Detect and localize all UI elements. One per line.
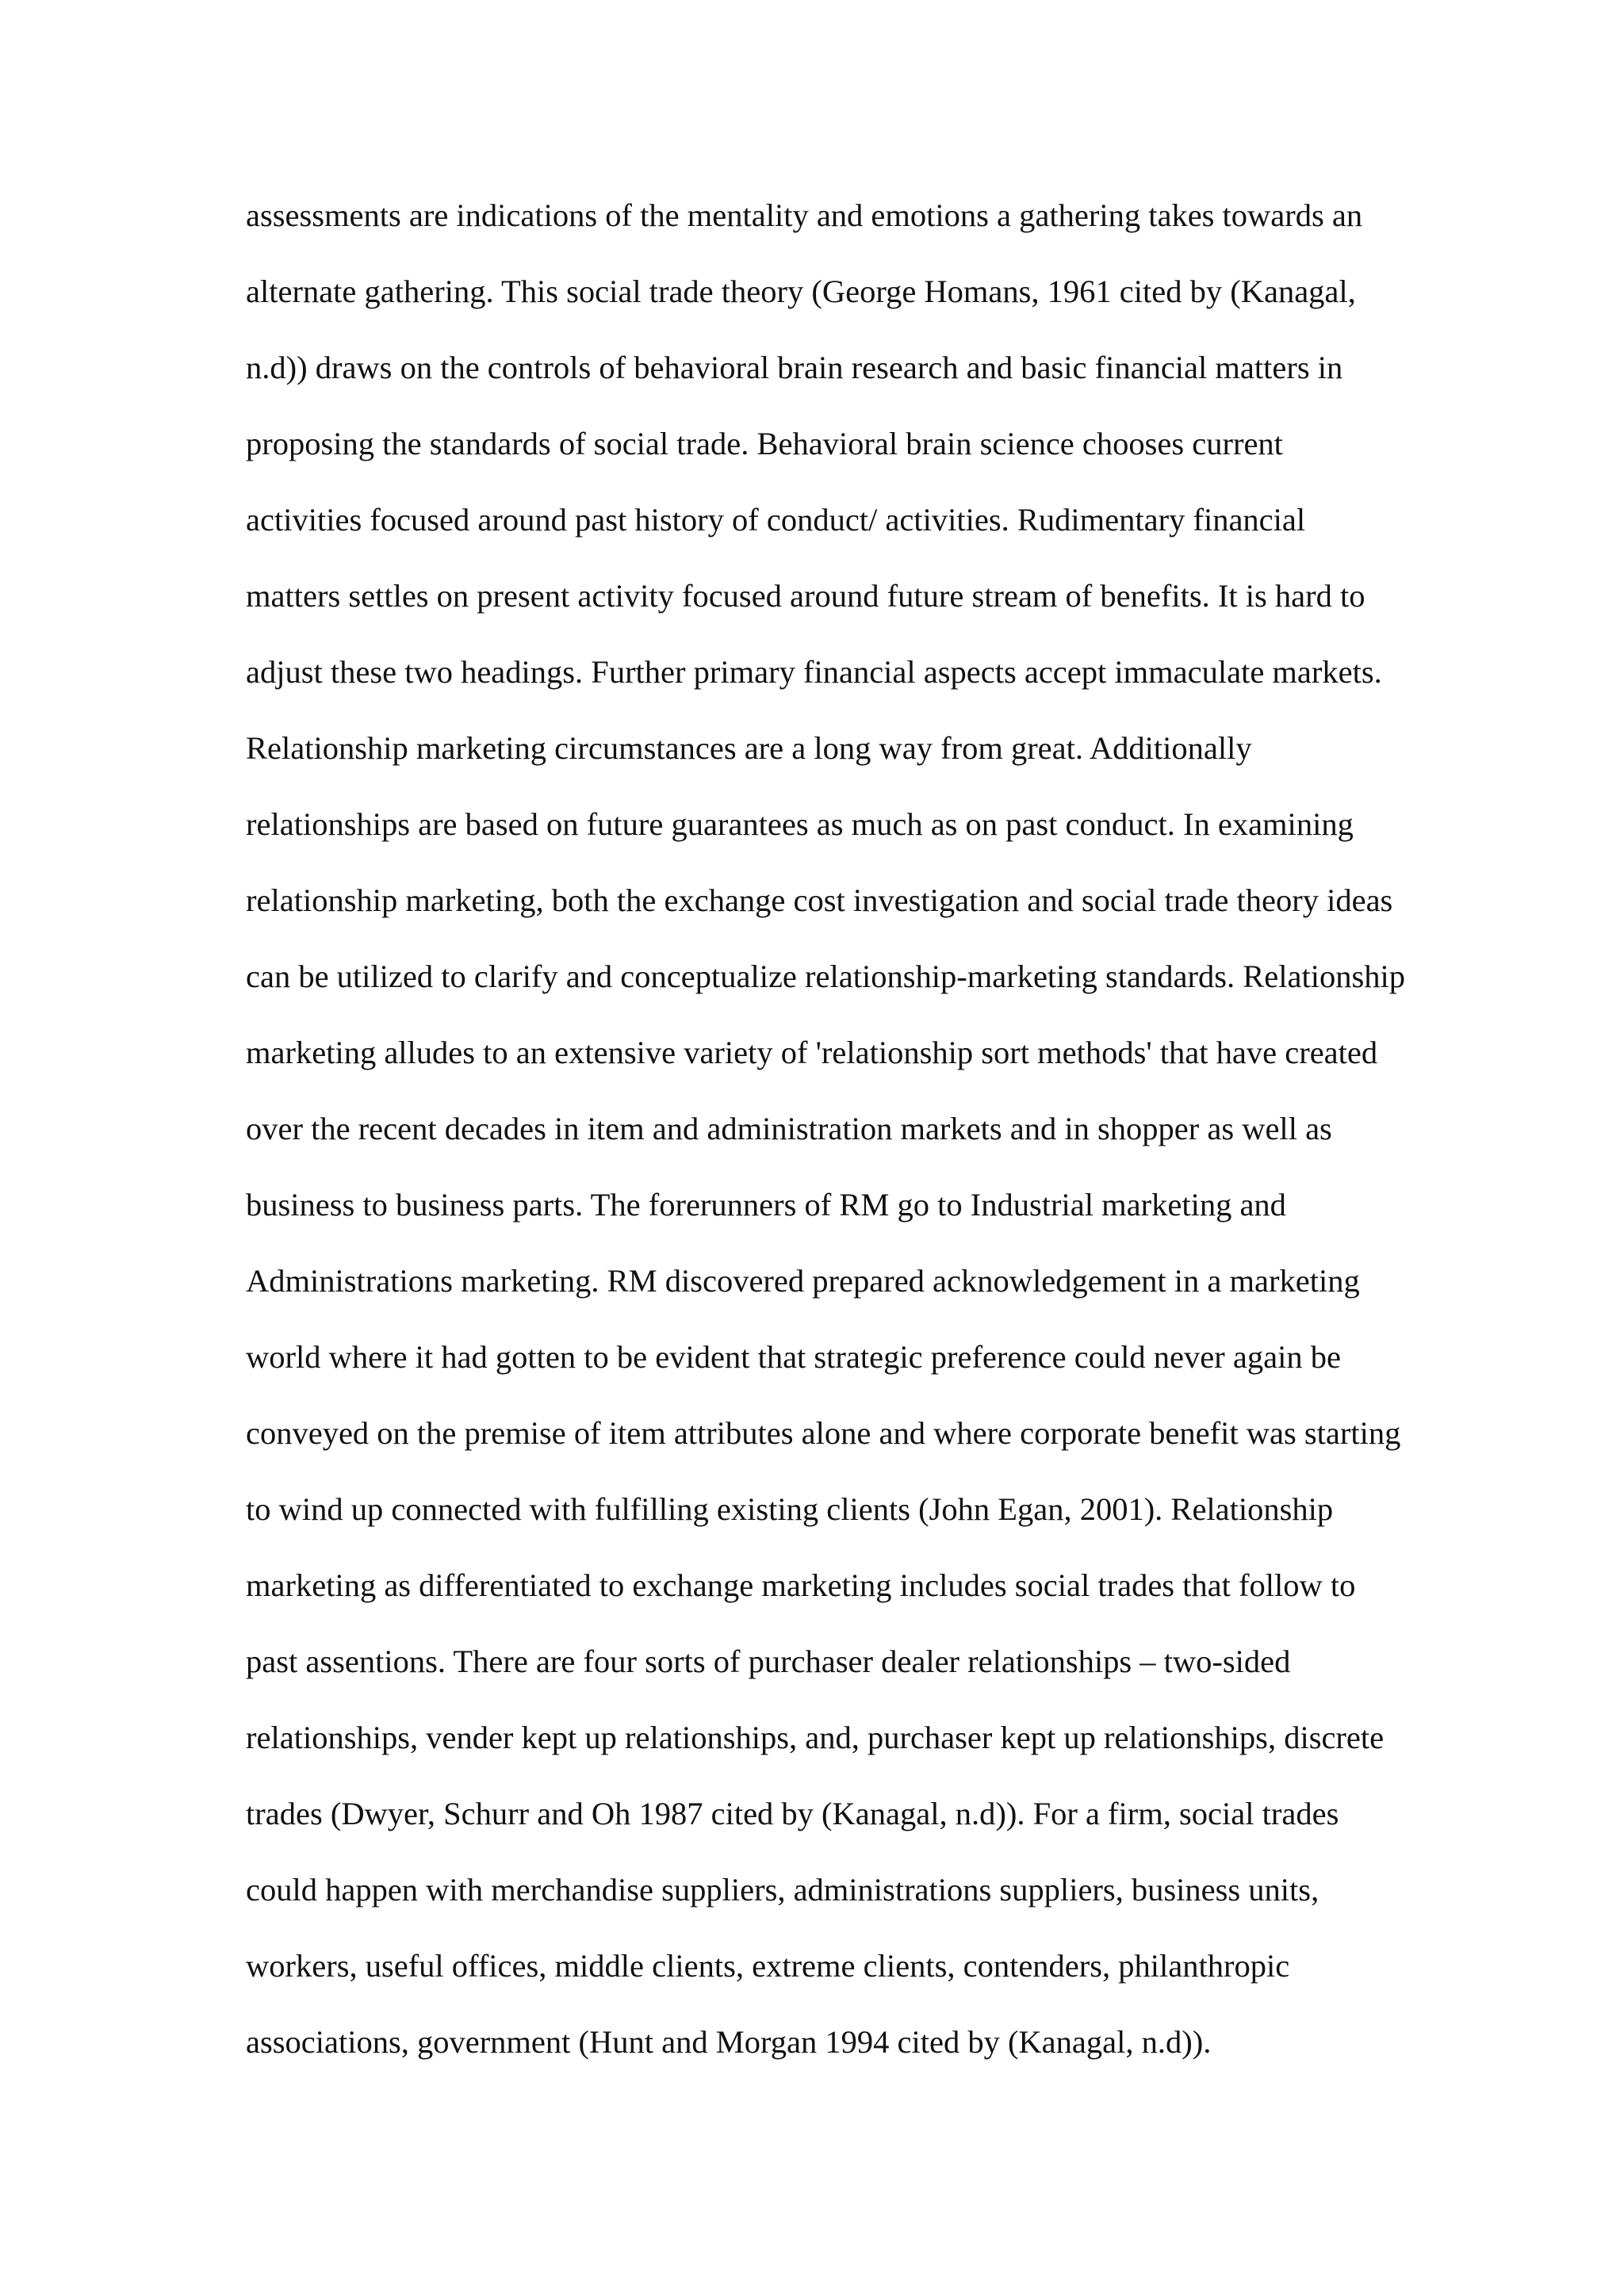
text-line: to wind up connected with fulfilling existing clients (John Egan, 2001). Relationship (246, 1491, 1334, 1527)
text-line: over the recent decades in item and administration markets and in shopper as well as (246, 1111, 1332, 1146)
text-line: Relationship marketing circumstances are a long way from great. Additionally (246, 730, 1252, 766)
text-line: proposing the standards of social trade. Behavioral brain science chooses current (246, 426, 1283, 461)
text-line: business to business parts. The forerunners of RM go to Industrial marketing and (246, 1187, 1286, 1223)
text-line: trades (Dwyer, Schurr and Oh 1987 cited by (Kanagal, n.d)). For a firm, social trades (246, 1796, 1339, 1831)
text-line: world where it had gotten to be evident that strategic preference could never again be (246, 1339, 1341, 1375)
text-line: relationships, vender kept up relationships, and, purchaser kept up relationships, discrete (246, 1720, 1385, 1755)
text-line: adjust these two headings. Further primary financial aspects accept immaculate markets. (246, 654, 1382, 690)
text-line: past assentions. There are four sorts of purchaser dealer relationships – two-sided (246, 1644, 1291, 1679)
text-line: alternate gathering. This social trade theory (George Homans, 1961 cited by (Kanagal, (246, 274, 1356, 309)
text-line: Administrations marketing. RM discovered prepared acknowledgement in a marketing (246, 1263, 1360, 1299)
text-line: marketing alludes to an extensive variety of 'relationship sort methods' that have created (246, 1035, 1378, 1070)
text-line: can be utilized to clarify and conceptualize relationship-marketing standards. Relationship (246, 959, 1405, 994)
text-line: associations, government (Hunt and Morgan 1994 cited by (Kanagal, n.d)). (246, 2024, 1212, 2060)
text-line: marketing as differentiated to exchange marketing includes social trades that follow to (246, 1567, 1356, 1603)
text-line: matters settles on present activity focused around future stream of benefits. It is hard to (246, 578, 1365, 614)
text-line: activities focused around past history of conduct/ activities. Rudimentary financial (246, 502, 1306, 538)
text-line: relationship marketing, both the exchange cost investigation and social trade theory ideas (246, 882, 1393, 918)
text-line: relationships are based on future guarantees as much as on past conduct. In examining (246, 806, 1354, 842)
text-line: could happen with merchandise suppliers, administrations suppliers, business units, (246, 1872, 1320, 1908)
text-line: workers, useful offices, middle clients, extreme clients, contenders, philanthropic (246, 1948, 1290, 1984)
text-line: n.d)) draws on the controls of behavioral brain research and basic financial matters in (246, 350, 1343, 385)
text-line: conveyed on the premise of item attributes alone and where corporate benefit was starting (246, 1415, 1401, 1451)
text-line: assessments are indications of the mentality and emotions a gathering takes towards an (246, 197, 1363, 233)
